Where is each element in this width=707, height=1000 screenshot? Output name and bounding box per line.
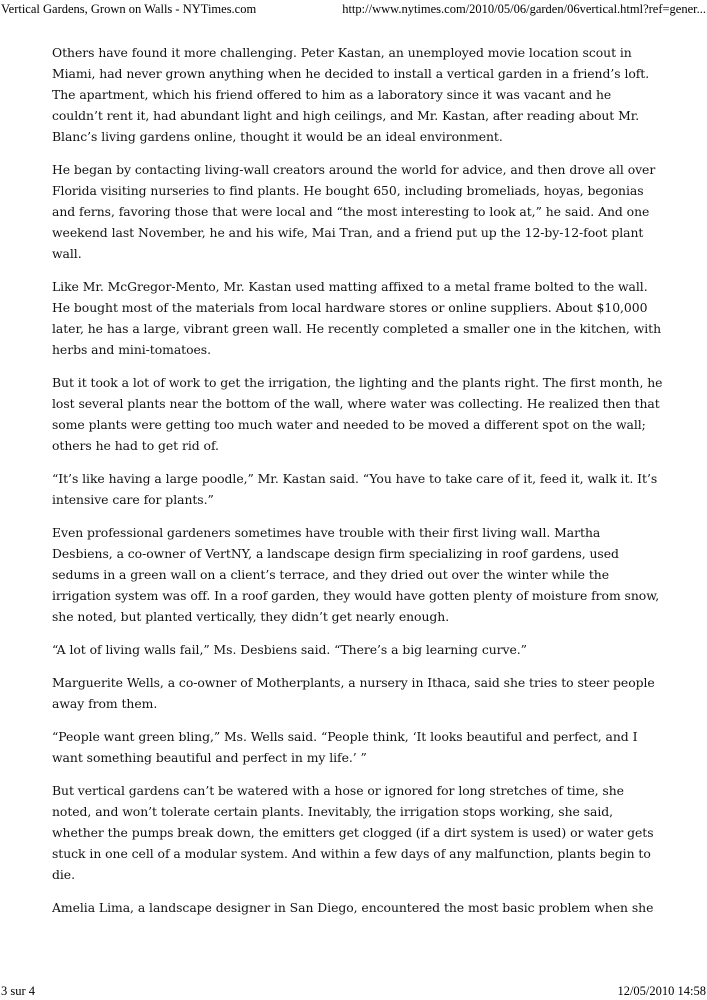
page-number: 3 sur 4	[1, 984, 36, 998]
article-paragraph: But it took a lot of work to get the irrigation, the lighting and the plants right. The first month, he lost several plants near the bottom of the wall, where water was collecting. He realized then that some plants were getting too much water and needed to be moved a different spot on the wall; others he had to get rid of.	[52, 375, 663, 453]
article-paragraph: Marguerite Wells, a co-owner of Motherplants, a nursery in Ithaca, said she tries to steer people away from them.	[52, 675, 655, 711]
article-paragraph: But vertical gardens can’t be watered with a hose or ignored for long stretches of time, she noted, and won’t tolerate certain plants. Inevitably, the irrigation stops working, she said, whether the pumps break down, the emitters get clogged (if a dirt system is used) or water gets stuck in one cell of a modular system. And within a few days of any malfunction, plants begin to die.	[52, 783, 654, 882]
article-body	[52, 42, 664, 930]
article-paragraph: Even professional gardeners sometimes have trouble with their first living wall. Martha Desbiens, a co-owner of VertNY, a landscape design firm specializing in roof gardens, used sedums in a green wall on a client’s terrace, and they dried out over the winter while the irrigation system was off. In a roof garden, they would have gotten plenty of moisture from snow, she noted, but planted vertically, they didn’t get nearly enough.	[52, 525, 660, 624]
article-paragraph: Others have found it more challenging. Peter Kastan, an unemployed movie location scout in Miami, had never grown anything when he decided to install a vertical garden in a friend’s loft. The apartment, which his friend offered to him as a laboratory since it was vacant and he couldn’t rent it, had abundant light and high ceilings, and Mr. Kastan, after reading about Mr. Blanc’s living gardens online, thought it would be an ideal environment.	[52, 45, 650, 144]
article-paragraph: “People want green bling,” Ms. Wells said. “People think, ‘It looks beautiful and perfect, and I want something beautiful and perfect in my life.’ ”	[52, 729, 638, 765]
print-header	[0, 0, 707, 20]
page-title: Vertical Gardens, Grown on Walls - NYTimes.com	[1, 2, 257, 16]
article-paragraph: Like Mr. McGregor-Mento, Mr. Kastan used matting affixed to a metal frame bolted to the wall. He bought most of the materials from local hardware stores or online suppliers. About $10,000 later, he has a large, vibrant green wall. He recently completed a smaller one in the kitchen, with herbs and mini-tomatoes.	[52, 279, 662, 357]
article-paragraph: “It’s like having a large poodle,” Mr. Kastan said. “You have to take care of it, feed it, walk it. It’s intensive care for plants.”	[52, 471, 658, 507]
article-paragraph: “A lot of living walls fail,” Ms. Desbiens said. “There’s a big learning curve.”	[52, 642, 527, 657]
page-url: http://www.nytimes.com/2010/05/06/garden/06vertical.html?ref=gener...	[342, 2, 706, 16]
article-paragraph: He began by contacting living-wall creators around the world for advice, and then drove all over Florida visiting nurseries to find plants. He bought 650, including bromeliads, hoyas, begonias and ferns, favoring those that were local and “the most interesting to look at,” he said. And one weekend last November, he and his wife, Mai Tran, and a friend put up the 12-by-12-foot plant wall.	[52, 162, 656, 261]
article-paragraph: Amelia Lima, a landscape designer in San Diego, encountered the most basic problem when she	[52, 900, 654, 915]
print-footer	[0, 982, 707, 1000]
print-datetime: 12/05/2010 14:58	[617, 984, 706, 998]
